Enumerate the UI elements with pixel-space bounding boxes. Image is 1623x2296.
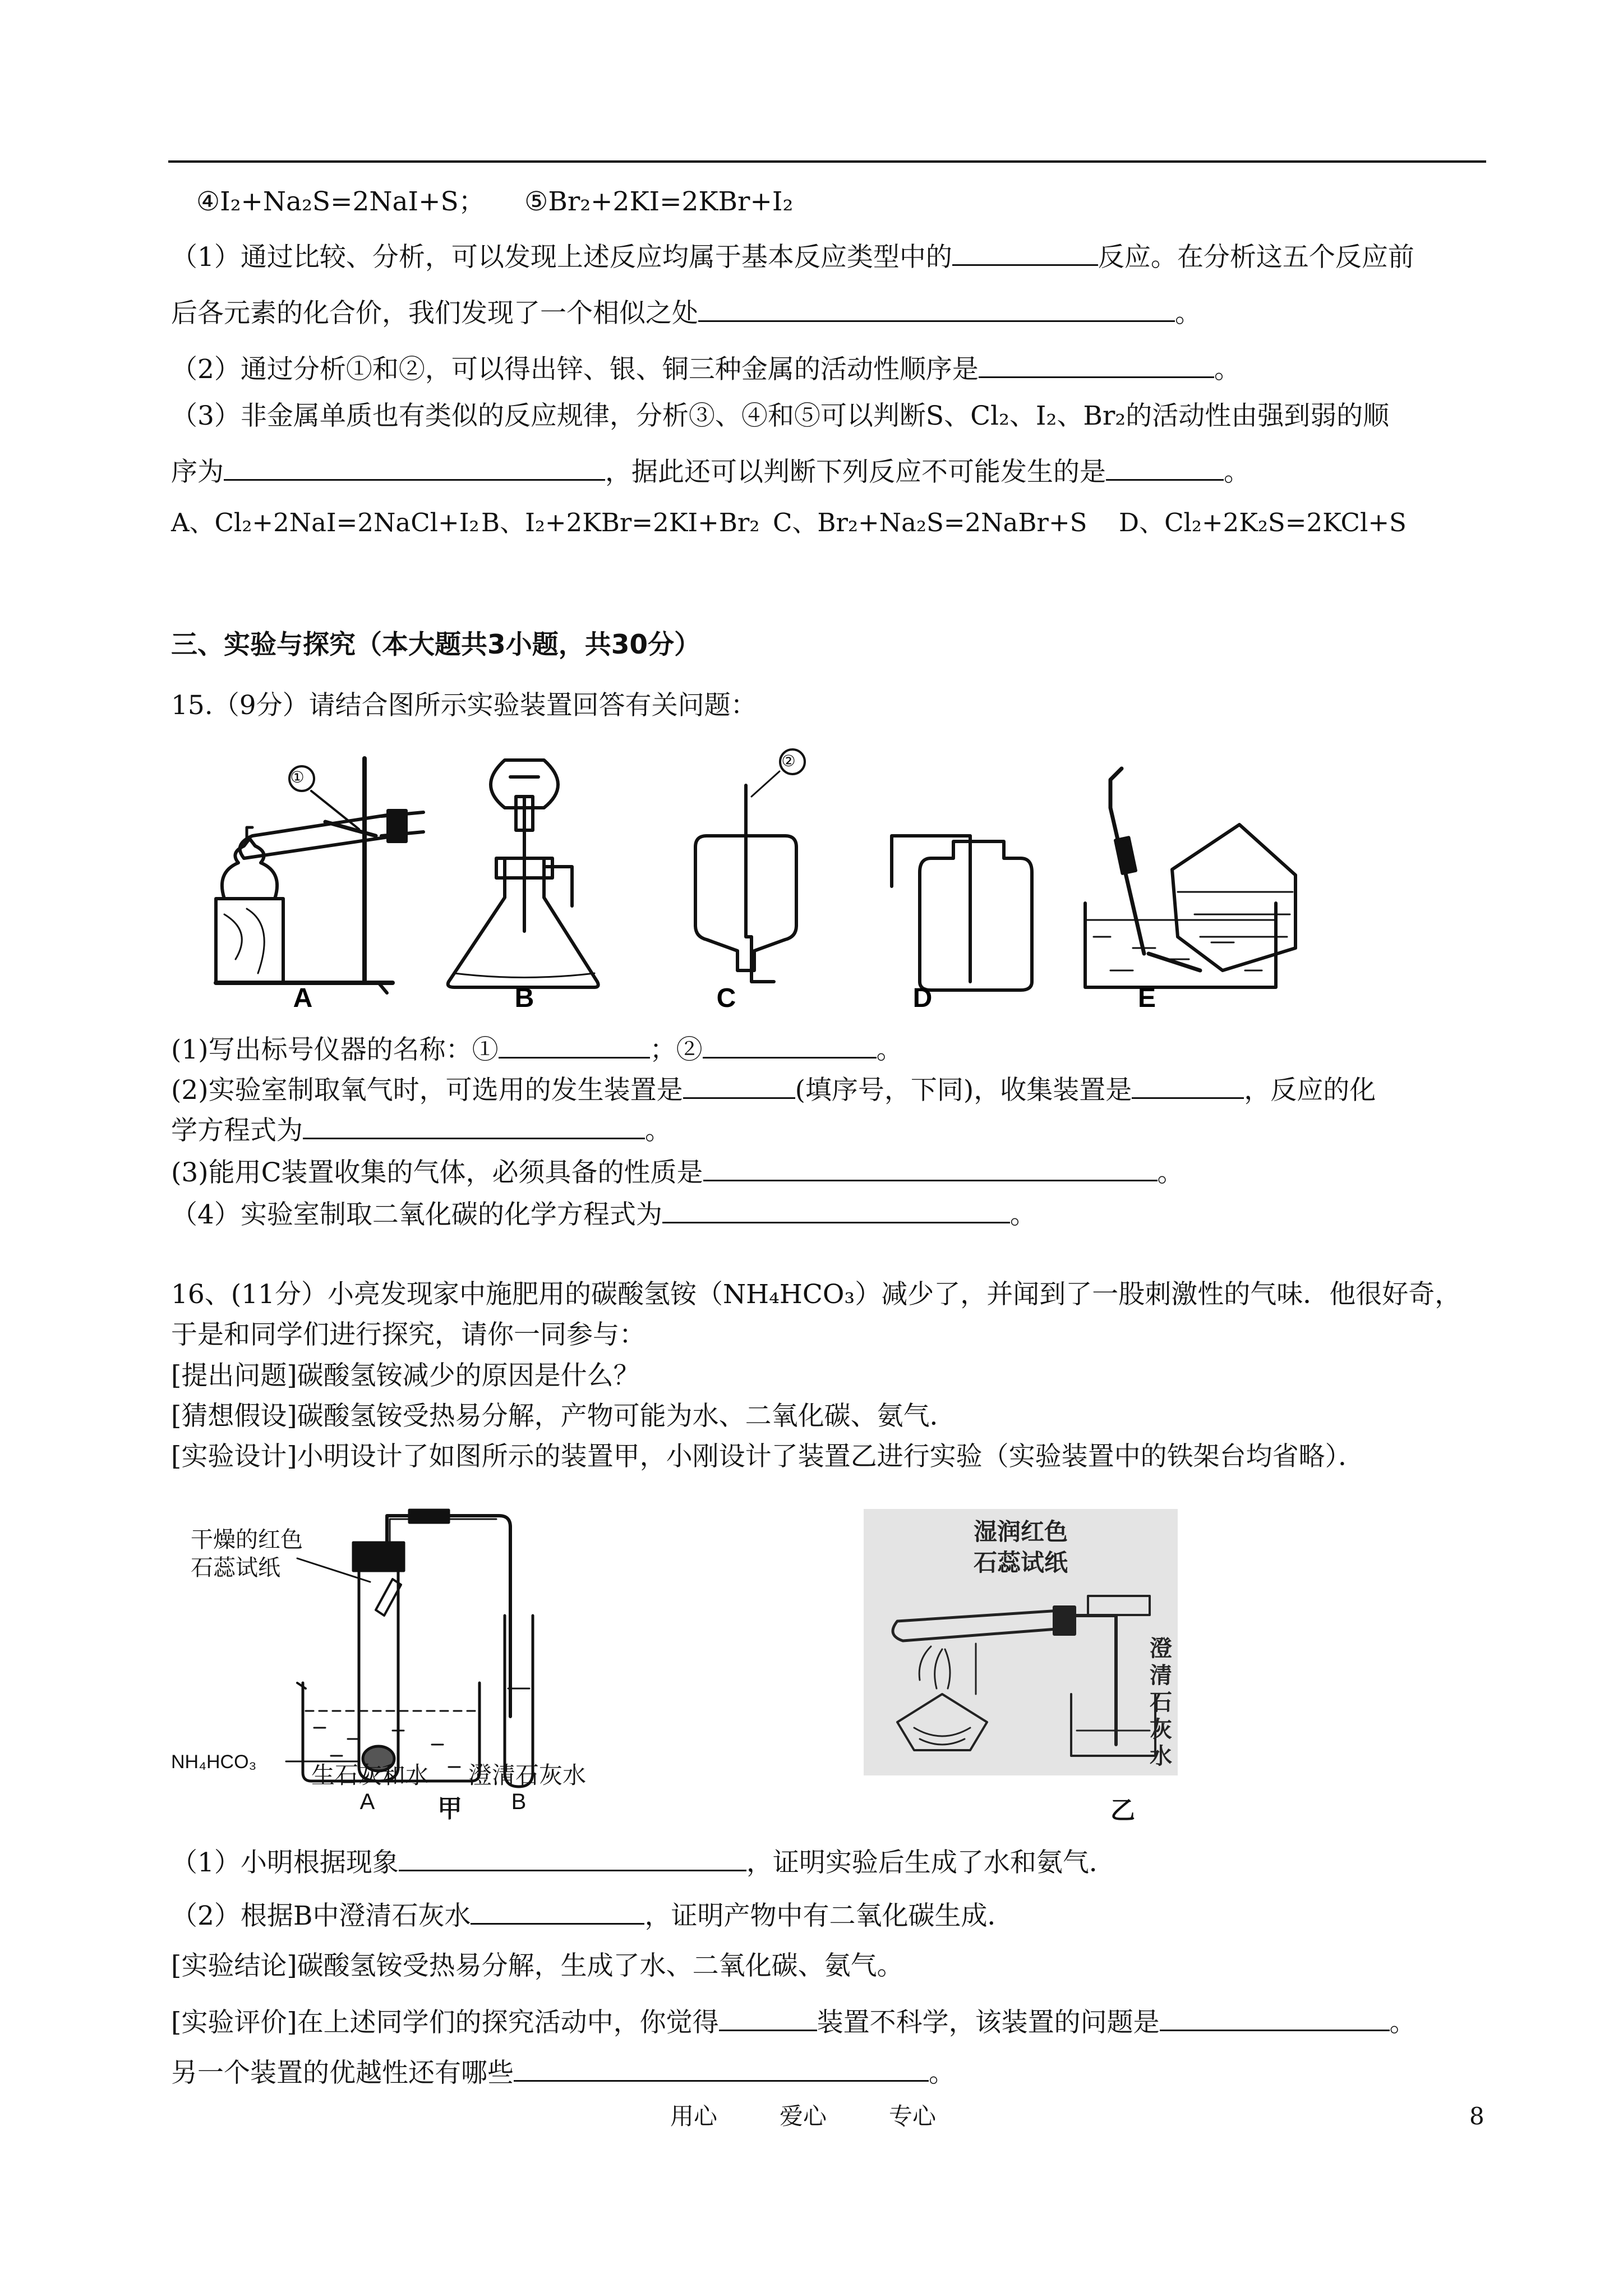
apparatus-d <box>892 836 1032 990</box>
q16-conclusion: [实验结论]碳酸氢铵受热易分解，生成了水、二氧化碳、氨气。 <box>171 1950 903 1981</box>
dry-litmus-label-2: 石蕊试纸 <box>191 1556 280 1580</box>
q15-apparatus-figure <box>213 746 1559 1010</box>
answer-blank[interactable] <box>224 452 605 481</box>
equation-line: ④I₂+Na₂S=2NaI+S； ⑤Br₂+2KI=2KBr+I₂ <box>196 186 794 217</box>
option-b: B、I₂+2KBr=2KI+Br₂ <box>481 508 760 537</box>
answer-blank[interactable] <box>471 1896 644 1925</box>
q16-hypothesis: [猜想假设]碳酸氢铵受热易分解，产物可能为水、二氧化碳、氨气． <box>171 1401 956 1432</box>
figure-yi-name: 乙 <box>1110 1797 1135 1824</box>
label-e: E <box>1137 983 1156 1010</box>
answer-blank[interactable] <box>698 293 1175 322</box>
answer-blank[interactable] <box>662 1195 1010 1223</box>
q16-part1: （1）小明根据现象 ，证明实验后生成了水和氨气． <box>171 1843 1115 1880</box>
label-c: C <box>716 983 736 1010</box>
wet-litmus-label-1: 湿润红色 <box>973 1519 1068 1545</box>
answer-blank[interactable] <box>1132 1070 1244 1099</box>
answer-blank[interactable] <box>1160 2003 1390 2031</box>
q16-part2: （2）根据B中澄清石灰水 ，证明产物中有二氧化碳生成． <box>171 1896 1013 1933</box>
marker-1: ① <box>290 768 305 786</box>
caption-a: 生石灰和水 <box>311 1762 430 1788</box>
answer-blank[interactable] <box>719 2003 817 2031</box>
q15-part3: (3)能用C装置收集的气体，必须具备的性质是 。 <box>171 1153 1184 1190</box>
q16-stem-line2: 于是和同学们进行探究，请你一同参与： <box>171 1319 645 1350</box>
q16-stem-line1: 16、(11分）小亮发现家中施肥用的碳酸氢铵（NH₄HCO₃）减少了，并闻到了一股刺激性的气味．他很好奇， <box>171 1279 1461 1310</box>
answer-blank[interactable] <box>399 1843 746 1871</box>
q16-evaluation: [实验评价]在上述同学们的探究活动中，你觉得 装置不科学，该装置的问题是 。 <box>171 2003 1416 2040</box>
header-rule <box>168 160 1486 163</box>
apparatus-e <box>1085 769 1295 987</box>
q14-part2: （2）通过分析①和②，可以得出锌、银、铜三种金属的活动性顺序是 。 <box>171 349 1241 386</box>
figure-yi <box>864 1509 1178 1775</box>
q14-part3-line2: 序为 ，据此还可以判断下列反应不可能发生的是 。 <box>171 452 1250 489</box>
figure-jia-name: 甲 <box>437 1795 462 1823</box>
label-a: A <box>293 983 313 1010</box>
dry-litmus-label-1: 干燥的红色 <box>191 1527 303 1552</box>
label-b: B <box>514 983 534 1010</box>
answer-blank[interactable] <box>703 1030 877 1059</box>
q15-part1: (1)写出标号仪器的名称：① ；② 。 <box>171 1030 903 1067</box>
apparatus-a <box>216 758 423 993</box>
answer-blank[interactable] <box>952 237 1098 266</box>
page-number: 8 <box>1469 2102 1484 2130</box>
option-a: A、Cl₂+2NaI=2NaCl+I₂ <box>171 508 479 537</box>
marker-2: ② <box>781 752 796 770</box>
q14-part3-line1: （3）非金属单质也有类似的反应规律，分析③、④和⑤可以判断S、Cl₂、I₂、Br₂的活动性由强到弱的顺 <box>171 401 1390 431</box>
q14-part1-line1: （1）通过比较、分析，可以发现上述反应均属于基本反应类型中的 反应。在分析这五个反应前 <box>171 237 1414 274</box>
q14-part1-line2: 后各元素的化合价，我们发现了一个相似之处 。 <box>171 293 1201 330</box>
wet-litmus-label-2: 石蕊试纸 <box>973 1549 1068 1576</box>
q16-advantage: 另一个装置的优越性还有哪些 。 <box>171 2053 955 2090</box>
option-d: D、Cl₂+2K₂S=2KCl+S <box>1119 508 1407 537</box>
footer-motto-1: 用心 <box>670 2102 718 2130</box>
answer-blank[interactable] <box>499 1030 650 1059</box>
answer-blank[interactable] <box>514 2053 929 2082</box>
beaker-a-label: A <box>359 1789 375 1814</box>
answer-blank[interactable] <box>1106 452 1224 481</box>
answer-blank[interactable] <box>303 1111 645 1139</box>
compound-label: NH₄HCO₃ <box>171 1751 257 1773</box>
apparatus-b <box>448 760 598 987</box>
answer-blank[interactable] <box>703 1153 1158 1181</box>
option-c: C、Br₂+Na₂S=2NaBr+S <box>773 508 1087 537</box>
q15-stem: 15.（9分）请结合图所示实验装置回答有关问题： <box>171 690 757 721</box>
label-d: D <box>912 983 933 1010</box>
q16-question: [提出问题]碳酸氢铵减少的原因是什么？ <box>171 1360 640 1391</box>
footer-motto-3: 专心 <box>889 2102 937 2130</box>
q15-part4: （4）实验室制取二氧化碳的化学方程式为 。 <box>171 1195 1036 1232</box>
apparatus-c <box>695 771 796 982</box>
q15-part2-line2: 学方程式为 。 <box>171 1111 671 1148</box>
answer-blank[interactable] <box>979 349 1214 378</box>
q16-design: [实验设计]小明设计了如图所示的装置甲，小刚设计了装置乙进行实验（实验装置中的铁架台均省略）． <box>171 1441 1365 1472</box>
section-heading: 三、实验与探究（本大题共3小题，共30分） <box>171 629 701 660</box>
answer-blank[interactable] <box>683 1070 795 1099</box>
footer-motto-2: 爱心 <box>780 2102 827 2130</box>
q15-part2-line1: (2)实验室制取氧气时，可选用的发生装置是 (填序号，下同)，收集装置是 ，反应的化 <box>171 1070 1376 1107</box>
limewater-side-label: 澄清石灰水 <box>1150 1636 1172 1769</box>
tube-b-label: B <box>511 1789 527 1814</box>
caption-b: 澄清石灰水 <box>468 1762 587 1788</box>
